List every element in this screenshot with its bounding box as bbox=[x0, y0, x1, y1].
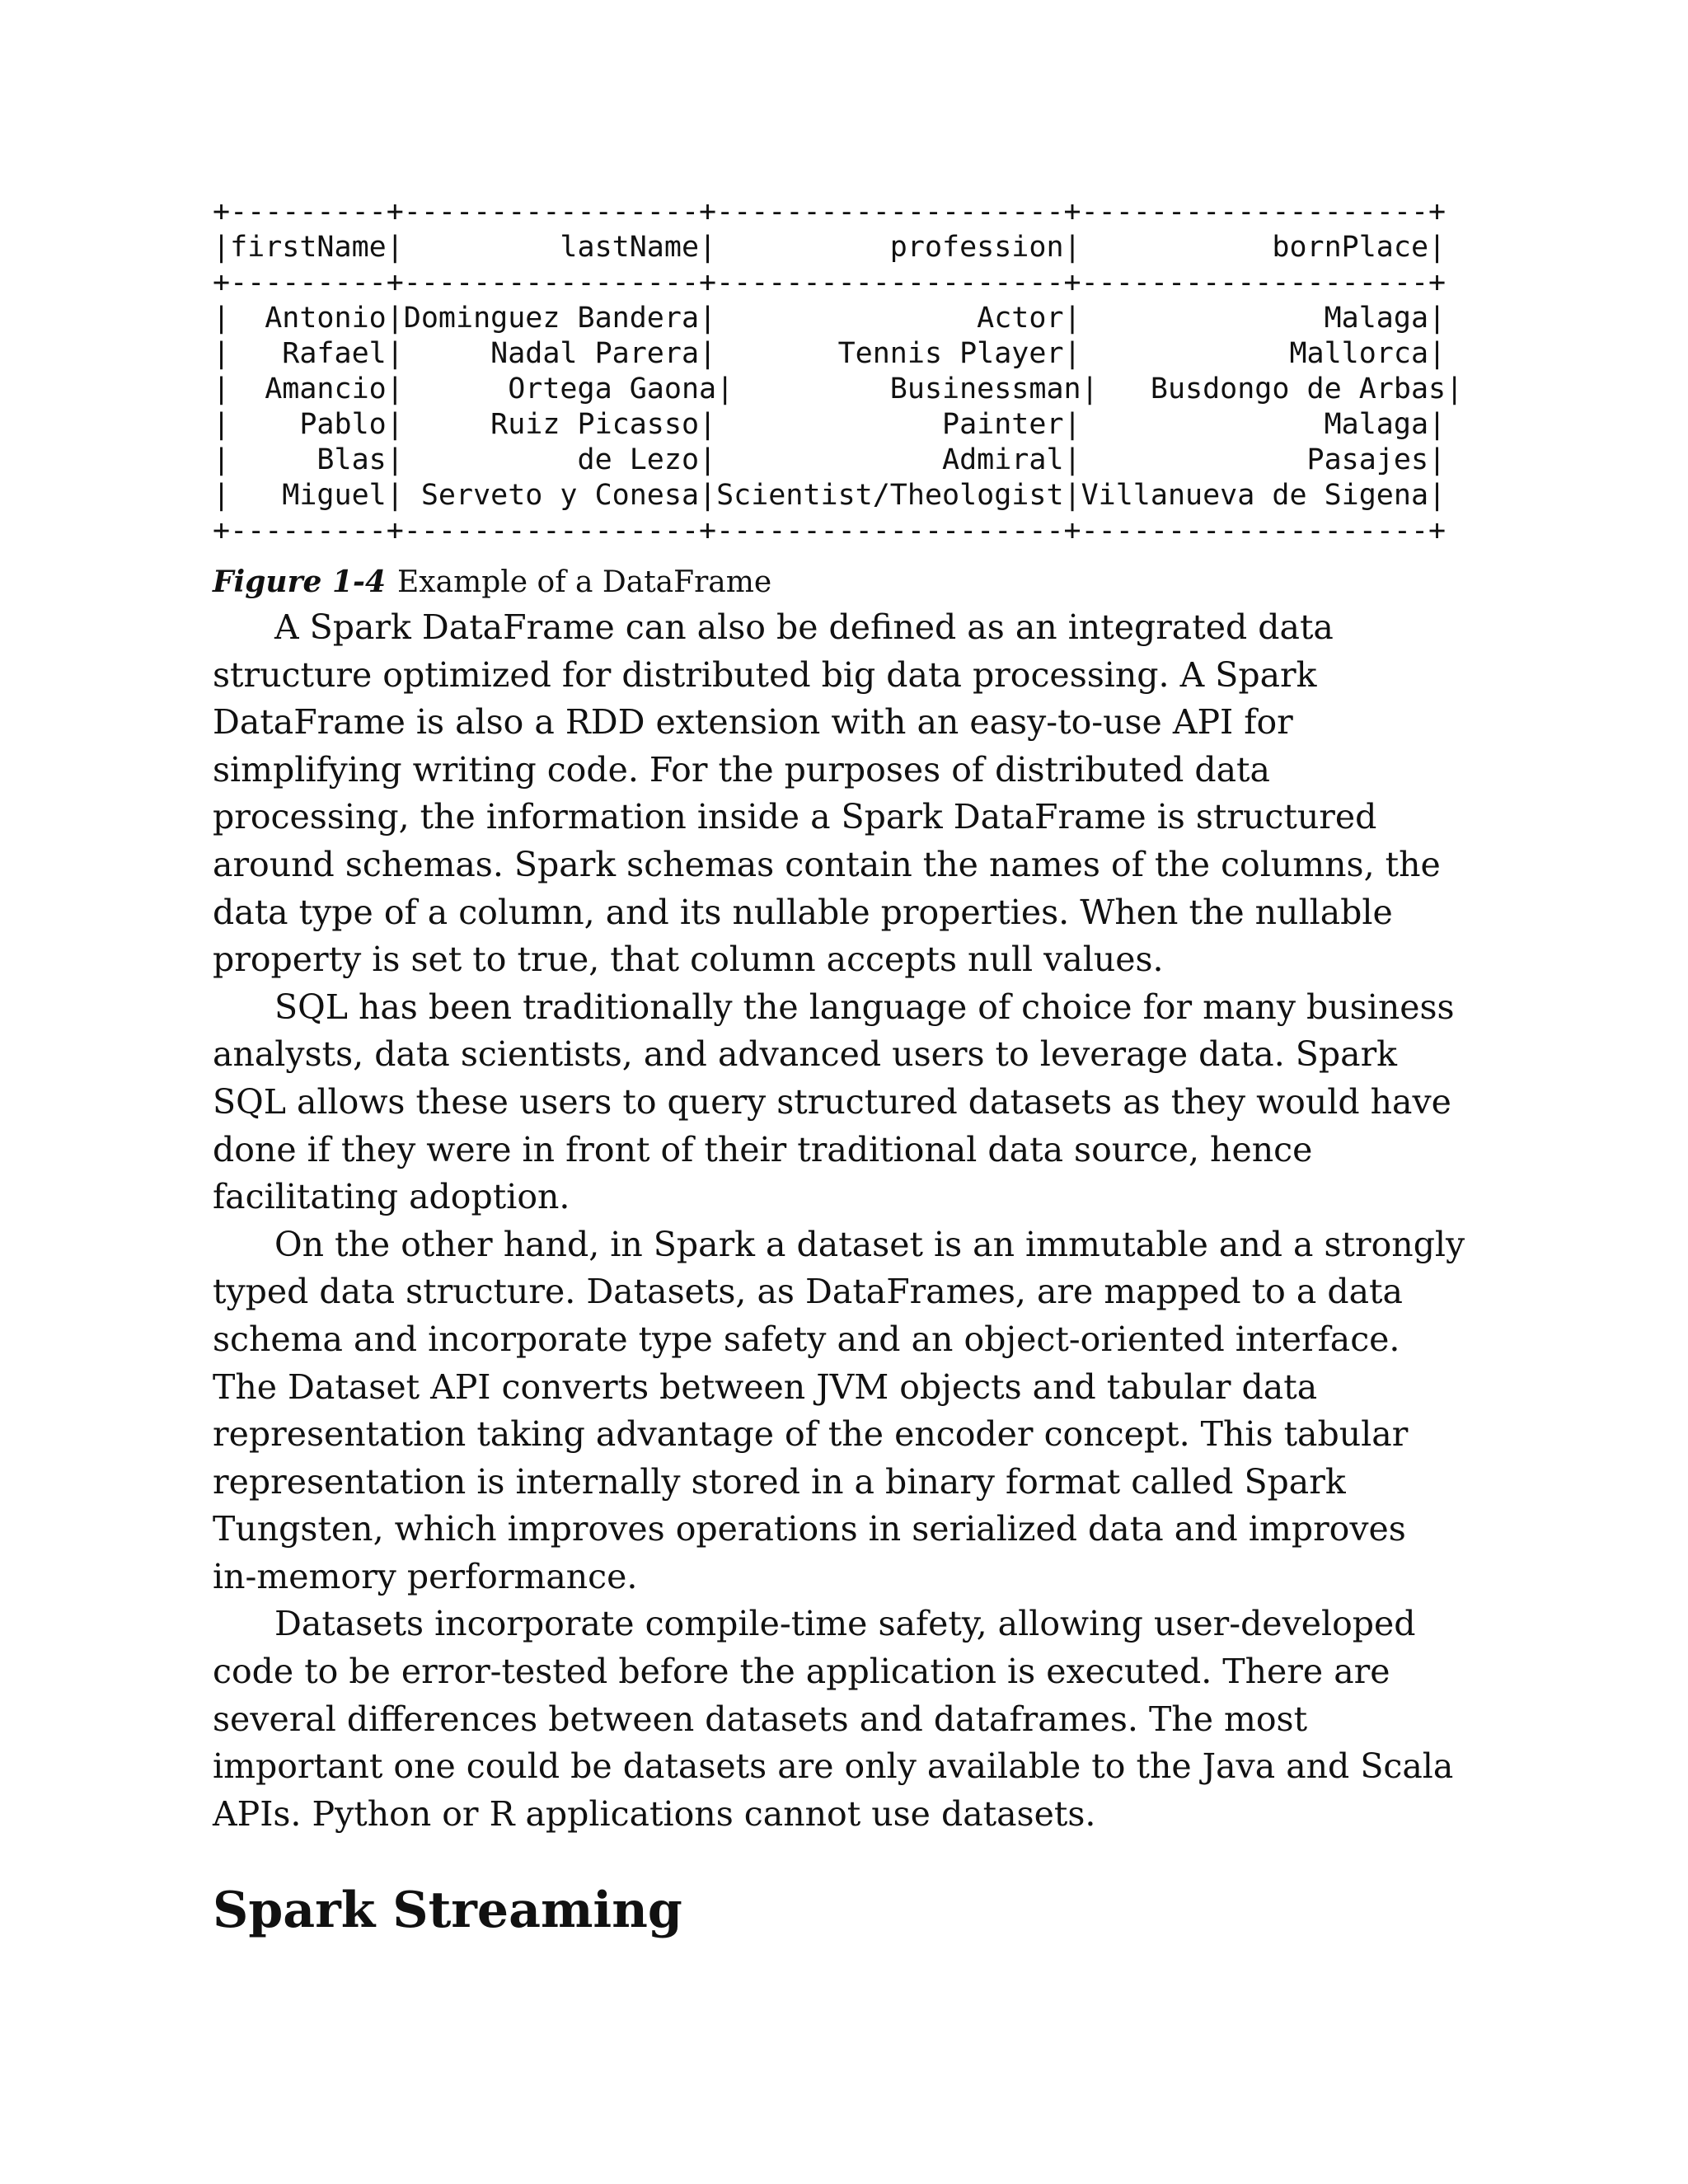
paragraph-line: The Dataset API converts between JVM objects and tabular data bbox=[213, 1366, 1318, 1407]
table-row: | Antonio|Dominguez Bandera| Actor| Malaga| bbox=[213, 302, 1447, 335]
paragraph-line: several differences between datasets and dataframes. The most bbox=[213, 1699, 1308, 1739]
paragraph-line: data type of a column, and its nullable properties. When the nullable bbox=[213, 892, 1393, 932]
figure-caption-text: Example of a DataFrame bbox=[397, 565, 772, 599]
table-border-top: +---------+-----------------+--------------------+--------------------+ bbox=[213, 195, 1447, 228]
paragraph-line: SQL allows these users to query structured datasets as they would have bbox=[213, 1081, 1451, 1122]
table-row: | Blas| de Lezo| Admiral| Pasajes| bbox=[213, 443, 1447, 476]
table-row: | Amancio| Ortega Gaona| Businessman| Busdongo de Arbas| bbox=[213, 373, 1464, 405]
figure-caption bbox=[213, 564, 771, 601]
paragraph-line: done if they were in front of their traditional data source, hence bbox=[213, 1129, 1313, 1169]
paragraph-line: processing, the information inside a Spark DataFrame is structured bbox=[213, 797, 1377, 837]
paragraph-line: code to be error-tested before the application is executed. There are bbox=[213, 1652, 1390, 1692]
table-row: | Pablo| Ruiz Picasso| Painter| Malaga| bbox=[213, 408, 1447, 441]
paragraph-line: representation is internally stored in a binary format called Spark bbox=[213, 1461, 1346, 1502]
paragraph-dataset bbox=[213, 1221, 1498, 1601]
paragraph-line: typed data structure. Datasets, as DataFrames, are mapped to a data bbox=[213, 1272, 1403, 1312]
paragraph-line: schema and incorporate type safety and an object-oriented interface. bbox=[213, 1319, 1400, 1359]
paragraph-line: Datasets incorporate compile-time safety, allowing user-developed bbox=[274, 1604, 1416, 1644]
paragraph-sql bbox=[213, 984, 1498, 1221]
paragraph-line: simplifying writing code. For the purposes of distributed data bbox=[213, 749, 1270, 790]
paragraph-compile-time-safety bbox=[213, 1601, 1498, 1838]
paragraph-line: around schemas. Spark schemas contain the names of the columns, the bbox=[213, 844, 1441, 884]
paragraph-line: SQL has been traditionally the language of choice for many business bbox=[274, 987, 1455, 1027]
section-heading: Spark Streaming bbox=[213, 1882, 682, 1939]
paragraph-line: analysts, data scientists, and advanced users to leverage data. Spark bbox=[213, 1034, 1398, 1075]
paragraph-line: facilitating adoption. bbox=[213, 1177, 570, 1217]
table-row: | Miguel| Serveto y Conesa|Scientist/Theologist|Villanueva de Sigena| bbox=[213, 479, 1447, 512]
figure-caption-label: Figure 1-4 bbox=[213, 565, 387, 599]
paragraph-line: property is set to true, that column accepts null values. bbox=[213, 940, 1164, 980]
paragraph-line: important one could be datasets are only available to the Java and Scala bbox=[213, 1746, 1454, 1787]
paragraph-line: structure optimized for distributed big data processing. A Spark bbox=[213, 654, 1317, 695]
table-header-row: |firstName| lastName| profession| bornPlace| bbox=[213, 231, 1447, 264]
paragraph-line: representation taking advantage of the encoder concept. This tabular bbox=[213, 1414, 1409, 1455]
paragraph-line: A Spark DataFrame can also be defined as an integrated data bbox=[274, 607, 1334, 647]
dataframe-table bbox=[213, 194, 1463, 549]
paragraph-line: DataFrame is also a RDD extension with an easy-to-use API for bbox=[213, 702, 1293, 743]
paragraph-line: APIs. Python or R applications cannot use datasets. bbox=[213, 1793, 1096, 1834]
table-border-bottom: +---------+-----------------+--------------------+--------------------+ bbox=[213, 514, 1447, 547]
paragraph-line: On the other hand, in Spark a dataset is an immutable and a strongly bbox=[274, 1224, 1465, 1264]
paragraph-line: in-memory performance. bbox=[213, 1556, 638, 1596]
paragraph-dataframe bbox=[213, 604, 1498, 984]
table-row: | Rafael| Nadal Parera| Tennis Player| Mallorca| bbox=[213, 337, 1447, 370]
body-text bbox=[213, 604, 1498, 1838]
table-header-separator: +---------+-----------------+--------------------+--------------------+ bbox=[213, 266, 1447, 299]
paragraph-line: Tungsten, which improves operations in serialized data and improves bbox=[213, 1509, 1406, 1549]
